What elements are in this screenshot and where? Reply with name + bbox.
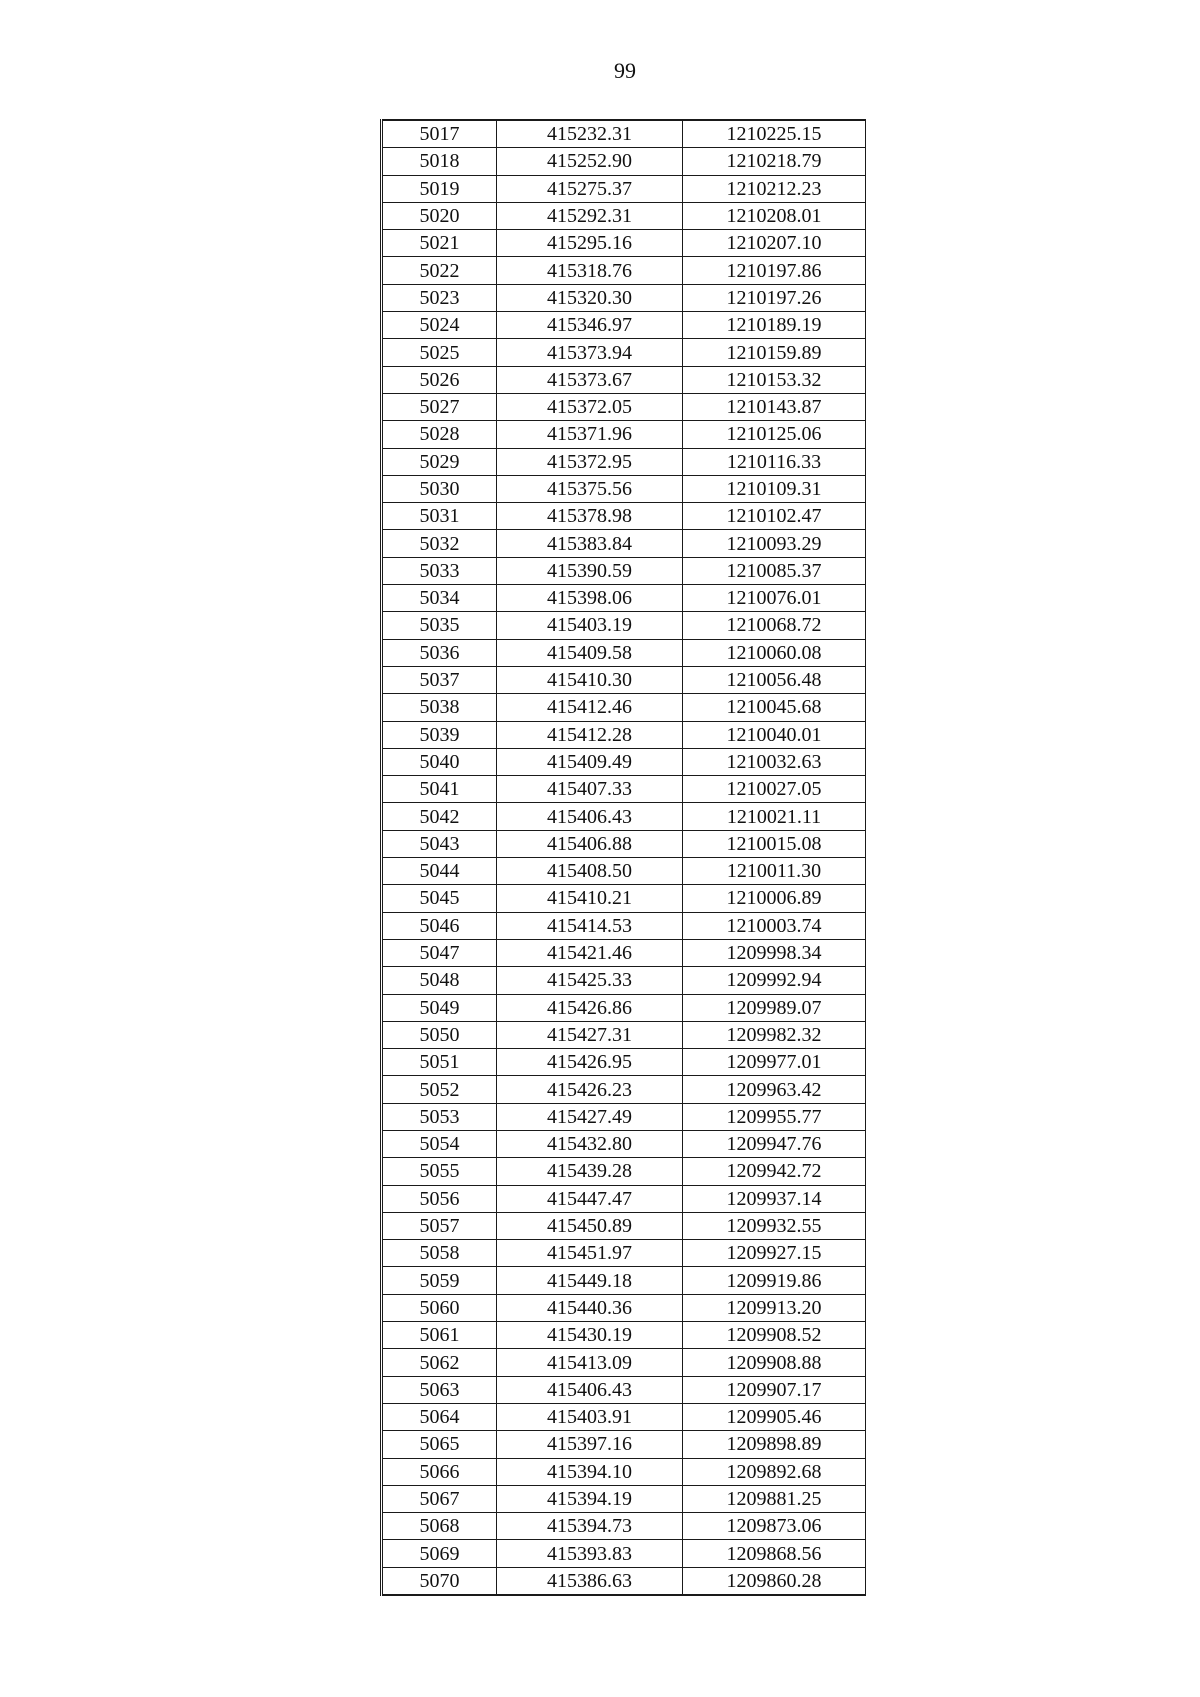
table-row: [382, 1158, 866, 1185]
point-id-cell: 5038: [382, 694, 497, 721]
y-coordinate-cell: 1209989.07: [683, 994, 866, 1021]
y-coordinate-cell: 1209963.42: [683, 1076, 866, 1103]
y-coordinate-cell: 1209937.14: [683, 1185, 866, 1212]
y-coordinate-cell: 1209955.77: [683, 1103, 866, 1130]
y-coordinate-cell: 1210060.08: [683, 639, 866, 666]
table-row: [382, 612, 866, 639]
point-id-cell: 5039: [382, 721, 497, 748]
x-coordinate-cell: 415406.88: [497, 830, 683, 857]
table-row: [382, 1567, 866, 1595]
table-row: [382, 666, 866, 693]
table-row: [382, 885, 866, 912]
point-id-cell: 5068: [382, 1513, 497, 1540]
point-id-cell: 5064: [382, 1403, 497, 1430]
y-coordinate-cell: 1210225.15: [683, 120, 866, 148]
point-id-cell: 5024: [382, 312, 497, 339]
x-coordinate-cell: 415439.28: [497, 1158, 683, 1185]
point-id-cell: 5018: [382, 148, 497, 175]
table-row: [382, 120, 866, 148]
x-coordinate-cell: 415410.21: [497, 885, 683, 912]
y-coordinate-cell: 1209982.32: [683, 1021, 866, 1048]
table-row: [382, 694, 866, 721]
y-coordinate-cell: 1209927.15: [683, 1240, 866, 1267]
x-coordinate-cell: 415414.53: [497, 912, 683, 939]
table-row: [382, 1049, 866, 1076]
point-id-cell: 5067: [382, 1485, 497, 1512]
point-id-cell: 5063: [382, 1376, 497, 1403]
x-coordinate-cell: 415394.73: [497, 1513, 683, 1540]
table-row: [382, 339, 866, 366]
x-coordinate-cell: 415407.33: [497, 776, 683, 803]
point-id-cell: 5070: [382, 1567, 497, 1595]
table-row: [382, 803, 866, 830]
point-id-cell: 5033: [382, 557, 497, 584]
y-coordinate-cell: 1209908.52: [683, 1322, 866, 1349]
table-row: [382, 393, 866, 420]
y-coordinate-cell: 1209860.28: [683, 1567, 866, 1595]
x-coordinate-cell: 415413.09: [497, 1349, 683, 1376]
y-coordinate-cell: 1210076.01: [683, 585, 866, 612]
y-coordinate-cell: 1210027.05: [683, 776, 866, 803]
x-coordinate-cell: 415232.31: [497, 120, 683, 148]
y-coordinate-cell: 1210207.10: [683, 230, 866, 257]
x-coordinate-cell: 415398.06: [497, 585, 683, 612]
y-coordinate-cell: 1210085.37: [683, 557, 866, 584]
table-row: [382, 448, 866, 475]
table-row: [382, 148, 866, 175]
coordinates-table-body: [382, 120, 866, 1595]
table-row: [382, 475, 866, 502]
point-id-cell: 5051: [382, 1049, 497, 1076]
y-coordinate-cell: 1210109.31: [683, 475, 866, 502]
point-id-cell: 5041: [382, 776, 497, 803]
table-row: [382, 1130, 866, 1157]
table-row: [382, 858, 866, 885]
point-id-cell: 5066: [382, 1458, 497, 1485]
table-row: [382, 1403, 866, 1430]
y-coordinate-cell: 1209873.06: [683, 1513, 866, 1540]
y-coordinate-cell: 1210045.68: [683, 694, 866, 721]
table-row: [382, 830, 866, 857]
table-row: [382, 776, 866, 803]
x-coordinate-cell: 415409.58: [497, 639, 683, 666]
x-coordinate-cell: 415426.86: [497, 994, 683, 1021]
table-row: [382, 585, 866, 612]
x-coordinate-cell: 415372.05: [497, 393, 683, 420]
table-row: [382, 1540, 866, 1567]
x-coordinate-cell: 415421.46: [497, 939, 683, 966]
y-coordinate-cell: 1210143.87: [683, 393, 866, 420]
point-id-cell: 5035: [382, 612, 497, 639]
table-row: [382, 557, 866, 584]
point-id-cell: 5059: [382, 1267, 497, 1294]
table-row: [382, 1212, 866, 1239]
y-coordinate-cell: 1210218.79: [683, 148, 866, 175]
point-id-cell: 5047: [382, 939, 497, 966]
table-row: [382, 748, 866, 775]
point-id-cell: 5036: [382, 639, 497, 666]
point-id-cell: 5054: [382, 1130, 497, 1157]
y-coordinate-cell: 1209942.72: [683, 1158, 866, 1185]
x-coordinate-cell: 415447.47: [497, 1185, 683, 1212]
x-coordinate-cell: 415372.95: [497, 448, 683, 475]
y-coordinate-cell: 1209919.86: [683, 1267, 866, 1294]
x-coordinate-cell: 415412.28: [497, 721, 683, 748]
table-row: [382, 1513, 866, 1540]
x-coordinate-cell: 415427.49: [497, 1103, 683, 1130]
point-id-cell: 5052: [382, 1076, 497, 1103]
table-row: [382, 721, 866, 748]
point-id-cell: 5029: [382, 448, 497, 475]
point-id-cell: 5040: [382, 748, 497, 775]
table-row: [382, 230, 866, 257]
y-coordinate-cell: 1210011.30: [683, 858, 866, 885]
point-id-cell: 5027: [382, 393, 497, 420]
y-coordinate-cell: 1210189.19: [683, 312, 866, 339]
point-id-cell: 5055: [382, 1158, 497, 1185]
x-coordinate-cell: 415394.10: [497, 1458, 683, 1485]
y-coordinate-cell: 1209998.34: [683, 939, 866, 966]
x-coordinate-cell: 415346.97: [497, 312, 683, 339]
table-row: [382, 1185, 866, 1212]
y-coordinate-cell: 1209881.25: [683, 1485, 866, 1512]
y-coordinate-cell: 1209977.01: [683, 1049, 866, 1076]
point-id-cell: 5031: [382, 503, 497, 530]
y-coordinate-cell: 1210015.08: [683, 830, 866, 857]
x-coordinate-cell: 415406.43: [497, 803, 683, 830]
point-id-cell: 5057: [382, 1212, 497, 1239]
x-coordinate-cell: 415390.59: [497, 557, 683, 584]
point-id-cell: 5032: [382, 530, 497, 557]
x-coordinate-cell: 415373.67: [497, 366, 683, 393]
table-row: [382, 284, 866, 311]
x-coordinate-cell: 415408.50: [497, 858, 683, 885]
y-coordinate-cell: 1210003.74: [683, 912, 866, 939]
point-id-cell: 5049: [382, 994, 497, 1021]
x-coordinate-cell: 415425.33: [497, 967, 683, 994]
y-coordinate-cell: 1210153.32: [683, 366, 866, 393]
x-coordinate-cell: 415409.49: [497, 748, 683, 775]
y-coordinate-cell: 1210021.11: [683, 803, 866, 830]
point-id-cell: 5062: [382, 1349, 497, 1376]
point-id-cell: 5021: [382, 230, 497, 257]
point-id-cell: 5048: [382, 967, 497, 994]
x-coordinate-cell: 415397.16: [497, 1431, 683, 1458]
x-coordinate-cell: 415450.89: [497, 1212, 683, 1239]
y-coordinate-cell: 1209932.55: [683, 1212, 866, 1239]
x-coordinate-cell: 415440.36: [497, 1294, 683, 1321]
x-coordinate-cell: 415393.83: [497, 1540, 683, 1567]
x-coordinate-cell: 415403.91: [497, 1403, 683, 1430]
y-coordinate-cell: 1210006.89: [683, 885, 866, 912]
coordinates-table-container: [380, 119, 864, 1596]
y-coordinate-cell: 1210125.06: [683, 421, 866, 448]
point-id-cell: 5053: [382, 1103, 497, 1130]
x-coordinate-cell: 415378.98: [497, 503, 683, 530]
y-coordinate-cell: 1209947.76: [683, 1130, 866, 1157]
point-id-cell: 5025: [382, 339, 497, 366]
point-id-cell: 5046: [382, 912, 497, 939]
point-id-cell: 5044: [382, 858, 497, 885]
x-coordinate-cell: 415427.31: [497, 1021, 683, 1048]
x-coordinate-cell: 415252.90: [497, 148, 683, 175]
point-id-cell: 5023: [382, 284, 497, 311]
table-row: [382, 1458, 866, 1485]
table-row: [382, 639, 866, 666]
point-id-cell: 5017: [382, 120, 497, 148]
y-coordinate-cell: 1210197.86: [683, 257, 866, 284]
table-row: [382, 175, 866, 202]
table-row: [382, 1240, 866, 1267]
table-row: [382, 202, 866, 229]
point-id-cell: 5065: [382, 1431, 497, 1458]
y-coordinate-cell: 1210093.29: [683, 530, 866, 557]
point-id-cell: 5045: [382, 885, 497, 912]
x-coordinate-cell: 415426.23: [497, 1076, 683, 1103]
x-coordinate-cell: 415426.95: [497, 1049, 683, 1076]
x-coordinate-cell: 415430.19: [497, 1322, 683, 1349]
point-id-cell: 5042: [382, 803, 497, 830]
x-coordinate-cell: 415292.31: [497, 202, 683, 229]
y-coordinate-cell: 1209892.68: [683, 1458, 866, 1485]
x-coordinate-cell: 415375.56: [497, 475, 683, 502]
table-row: [382, 1021, 866, 1048]
table-row: [382, 967, 866, 994]
y-coordinate-cell: 1209868.56: [683, 1540, 866, 1567]
table-row: [382, 1076, 866, 1103]
table-row: [382, 530, 866, 557]
x-coordinate-cell: 415410.30: [497, 666, 683, 693]
x-coordinate-cell: 415449.18: [497, 1267, 683, 1294]
x-coordinate-cell: 415383.84: [497, 530, 683, 557]
point-id-cell: 5056: [382, 1185, 497, 1212]
y-coordinate-cell: 1210208.01: [683, 202, 866, 229]
coordinates-table: [380, 119, 866, 1596]
y-coordinate-cell: 1209992.94: [683, 967, 866, 994]
table-row: [382, 366, 866, 393]
y-coordinate-cell: 1210032.63: [683, 748, 866, 775]
x-coordinate-cell: 415320.30: [497, 284, 683, 311]
x-coordinate-cell: 415371.96: [497, 421, 683, 448]
x-coordinate-cell: 415275.37: [497, 175, 683, 202]
table-row: [382, 312, 866, 339]
y-coordinate-cell: 1210159.89: [683, 339, 866, 366]
point-id-cell: 5026: [382, 366, 497, 393]
y-coordinate-cell: 1210102.47: [683, 503, 866, 530]
point-id-cell: 5030: [382, 475, 497, 502]
table-row: [382, 1349, 866, 1376]
x-coordinate-cell: 415451.97: [497, 1240, 683, 1267]
y-coordinate-cell: 1210040.01: [683, 721, 866, 748]
table-row: [382, 994, 866, 1021]
y-coordinate-cell: 1210068.72: [683, 612, 866, 639]
point-id-cell: 5060: [382, 1294, 497, 1321]
table-row: [382, 257, 866, 284]
y-coordinate-cell: 1210212.23: [683, 175, 866, 202]
x-coordinate-cell: 415373.94: [497, 339, 683, 366]
y-coordinate-cell: 1209905.46: [683, 1403, 866, 1430]
point-id-cell: 5020: [382, 202, 497, 229]
x-coordinate-cell: 415295.16: [497, 230, 683, 257]
table-row: [382, 1431, 866, 1458]
x-coordinate-cell: 415432.80: [497, 1130, 683, 1157]
table-row: [382, 1322, 866, 1349]
y-coordinate-cell: 1209898.89: [683, 1431, 866, 1458]
page-number: 99: [614, 58, 636, 83]
y-coordinate-cell: 1209913.20: [683, 1294, 866, 1321]
point-id-cell: 5058: [382, 1240, 497, 1267]
point-id-cell: 5037: [382, 666, 497, 693]
point-id-cell: 5019: [382, 175, 497, 202]
table-row: [382, 1376, 866, 1403]
point-id-cell: 5061: [382, 1322, 497, 1349]
y-coordinate-cell: 1209908.88: [683, 1349, 866, 1376]
table-row: [382, 503, 866, 530]
x-coordinate-cell: 415318.76: [497, 257, 683, 284]
y-coordinate-cell: 1210197.26: [683, 284, 866, 311]
point-id-cell: 5034: [382, 585, 497, 612]
table-row: [382, 1267, 866, 1294]
y-coordinate-cell: 1210056.48: [683, 666, 866, 693]
table-row: [382, 1294, 866, 1321]
x-coordinate-cell: 415406.43: [497, 1376, 683, 1403]
table-row: [382, 1103, 866, 1130]
table-row: [382, 912, 866, 939]
table-row: [382, 939, 866, 966]
point-id-cell: 5069: [382, 1540, 497, 1567]
x-coordinate-cell: 415403.19: [497, 612, 683, 639]
point-id-cell: 5043: [382, 830, 497, 857]
y-coordinate-cell: 1209907.17: [683, 1376, 866, 1403]
point-id-cell: 5050: [382, 1021, 497, 1048]
y-coordinate-cell: 1210116.33: [683, 448, 866, 475]
table-row: [382, 421, 866, 448]
x-coordinate-cell: 415386.63: [497, 1567, 683, 1595]
point-id-cell: 5022: [382, 257, 497, 284]
x-coordinate-cell: 415412.46: [497, 694, 683, 721]
x-coordinate-cell: 415394.19: [497, 1485, 683, 1512]
point-id-cell: 5028: [382, 421, 497, 448]
table-row: [382, 1485, 866, 1512]
